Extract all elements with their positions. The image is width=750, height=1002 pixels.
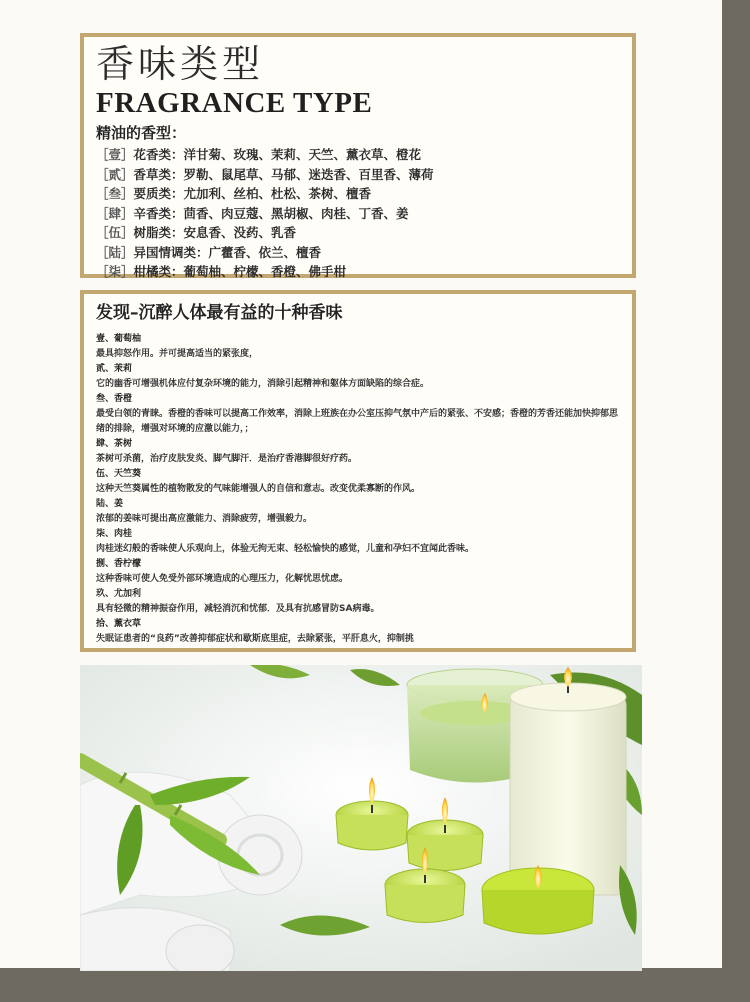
item-text: 树脂类：安息香、没药、乳香 <box>133 225 297 240</box>
list-item <box>96 587 620 617</box>
list-item <box>96 437 620 467</box>
list-item <box>96 165 620 185</box>
scent-desc: 这种香味可使人免受外部环境造成的心理压力，化解忧思忧虑。 <box>96 574 349 584</box>
list-item <box>96 362 620 392</box>
title-en: FRAGRANCE TYPE <box>96 87 373 119</box>
item-number: ［伍］ <box>96 225 134 240</box>
spa-candles-photo <box>80 665 642 971</box>
pillar-candle <box>510 667 626 895</box>
scent-desc: 这种天竺葵属性的植物散发的气味能增强人的自信和意志。改变优柔寡断的作风。 <box>96 484 421 494</box>
list-item <box>96 145 620 165</box>
scent-desc: 具有轻微的精神振奋作用，减轻消沉和忧郁．及具有抗感冒防SA病毒。 <box>96 604 380 614</box>
scent-name: 贰、茉莉 <box>96 364 133 374</box>
item-text: 异国情调类：广藿香、依兰、檀香 <box>133 244 322 260</box>
item-number: ［壹］ <box>96 147 134 162</box>
scent-name: 拾、薰衣草 <box>96 619 142 629</box>
item-number: ［陆］ <box>96 244 134 260</box>
section-title: 发现–沉醉人体最有益的十种香味 <box>96 303 343 323</box>
scent-desc: 最具抑怒作用。并可提高适当的紧张度， <box>96 349 259 359</box>
list-item <box>96 184 620 204</box>
scent-desc: 肉桂迷幻般的香味使人乐观向上，体验无拘无束、轻松愉快的感觉，儿童和孕妇不宜闻此香味。 <box>96 544 475 554</box>
scent-desc: 最受白领的青睐。香橙的香味可以提高工作效率，消除上班族在办公室压抑气氛中产后的紧张、不安感；香橙的芳香还能加快抑郁思绪的排除，增强对环境的应激以能力，； <box>96 409 619 434</box>
oil-types-subtitle: 精油的香型： <box>96 124 187 142</box>
item-number: ［叁］ <box>96 186 134 201</box>
list-item <box>96 332 620 362</box>
scent-name: 叁、香橙 <box>96 394 133 404</box>
list-item <box>96 392 620 437</box>
item-text: 花香类：洋甘菊、玫瑰、茉莉、天竺、薰衣草、橙花 <box>133 147 422 162</box>
list-item <box>96 617 620 647</box>
item-number: ［贰］ <box>96 166 134 182</box>
item-text: 柑橘类：葡萄柚、柠檬、香橙、佛手柑 <box>133 264 347 279</box>
item-number: ［柒］ <box>96 264 134 279</box>
spa-illustration <box>80 665 642 971</box>
scent-name: 肆、茶树 <box>96 439 133 449</box>
scent-desc: 茶树可杀菌，治疗皮肤发炎、脚气脚汗．是治疗香港脚很好疗药。 <box>96 454 358 464</box>
list-item <box>96 557 620 587</box>
item-text: 辛香类：茴香、肉豆蔻、黑胡椒、肉桂、丁香、姜 <box>133 205 409 221</box>
item-text: 要质类：尤加利、丝柏、杜松、茶树、檀香 <box>133 186 372 201</box>
item-number: ［肆］ <box>96 205 134 221</box>
list-item <box>96 223 620 243</box>
scent-desc: 失眠证患者的“良药”改善抑郁症状和歇斯底里症，去除紧张，平肝息火，抑制挑 <box>96 634 414 644</box>
ten-scents-box <box>80 290 636 652</box>
tea-light-4 <box>482 865 594 934</box>
scent-name: 伍、天竺葵 <box>96 469 142 479</box>
title-zh: 香味类型 <box>96 42 265 86</box>
list-item <box>96 204 620 224</box>
list-item <box>96 467 620 497</box>
scent-list <box>96 332 620 647</box>
scent-name: 玖、尤加利 <box>96 589 142 599</box>
list-item <box>96 243 620 263</box>
item-text: 香草类：罗勒、鼠尾草、马郁、迷迭香、百里香、薄荷 <box>133 166 434 182</box>
scent-name: 柒、肉桂 <box>96 529 133 539</box>
scent-name: 壹、葡萄柚 <box>96 334 142 344</box>
scent-name: 捌、香柠檬 <box>96 559 142 569</box>
list-item <box>96 262 620 282</box>
scent-desc: 它的幽香可增强机体应付复杂环境的能力，消除引起精神和躯体方面缺陷的综合症。 <box>96 379 430 389</box>
fragrance-type-box <box>80 33 636 278</box>
fragrance-type-list <box>96 145 620 282</box>
list-item <box>96 527 620 557</box>
scent-name: 陆、姜 <box>96 499 124 509</box>
list-item <box>96 497 620 527</box>
scent-desc: 浓郁的姜味可提出高应激能力、消除疲劳，增强毅力。 <box>96 514 313 524</box>
